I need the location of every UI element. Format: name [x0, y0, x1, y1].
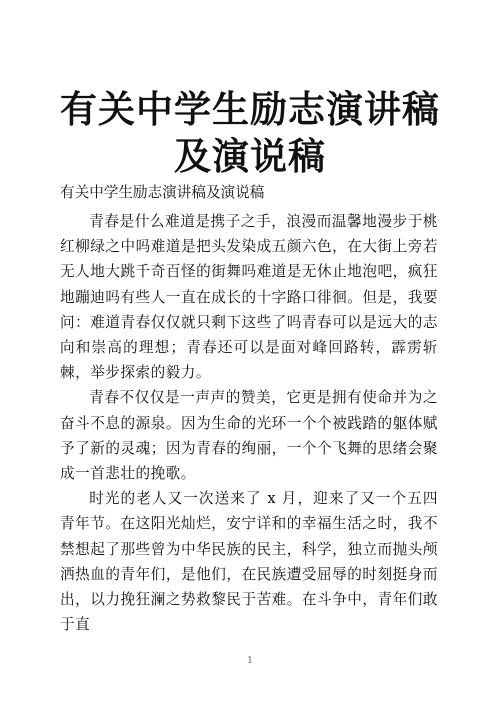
- body-paragraph: 时光的老人又一次送来了 x 月，迎来了又一个五四青年节。在这阳光灿烂，安宁详和的幸福生活之时，我不禁想起了那些曾为中华民族的民主，科学，独立而抛头颅洒热血的青年们，是他们，在民族遭受屈辱的时刻挺身而出，以力挽狂澜之势救黎民于苦难。在斗争中，青年们敢于直: [60, 490, 438, 634]
- body-paragraph: 青春是什么难道是携子之手，浪漫而温馨地漫步于桃红柳绿之中吗难道是把头发染成五颜六色，在大街上旁若无人地大跳千奇百怪的街舞吗难道是无休止地泡吧，疯狂地蹦迪吗有些人一直在成长的十字路口徘徊。但是，我要问：难道青春仅仅就只剩下这些了吗青春可以是远大的志向和崇高的理想；青春还可以是面对峰回路转，霹雳斩棘，举步探索的毅力。: [60, 213, 438, 382]
- page-number: 1: [247, 656, 253, 666]
- document-body: [60, 209, 438, 637]
- body-paragraph: 青春不仅仅是一声声的赞美，它更是拥有使命并为之奋斗不息的源泉。因为生命的光环一个个被践踏的躯体赋予了新的灵魂；因为青春的绚丽，一个个飞舞的思绪会聚成一首悲壮的挽歌。: [60, 389, 438, 483]
- document-subtitle: 有关中学生励志演讲稿及演说稿: [60, 184, 265, 201]
- document-title: 有关中学生励志演讲稿及演说稿: [60, 87, 440, 178]
